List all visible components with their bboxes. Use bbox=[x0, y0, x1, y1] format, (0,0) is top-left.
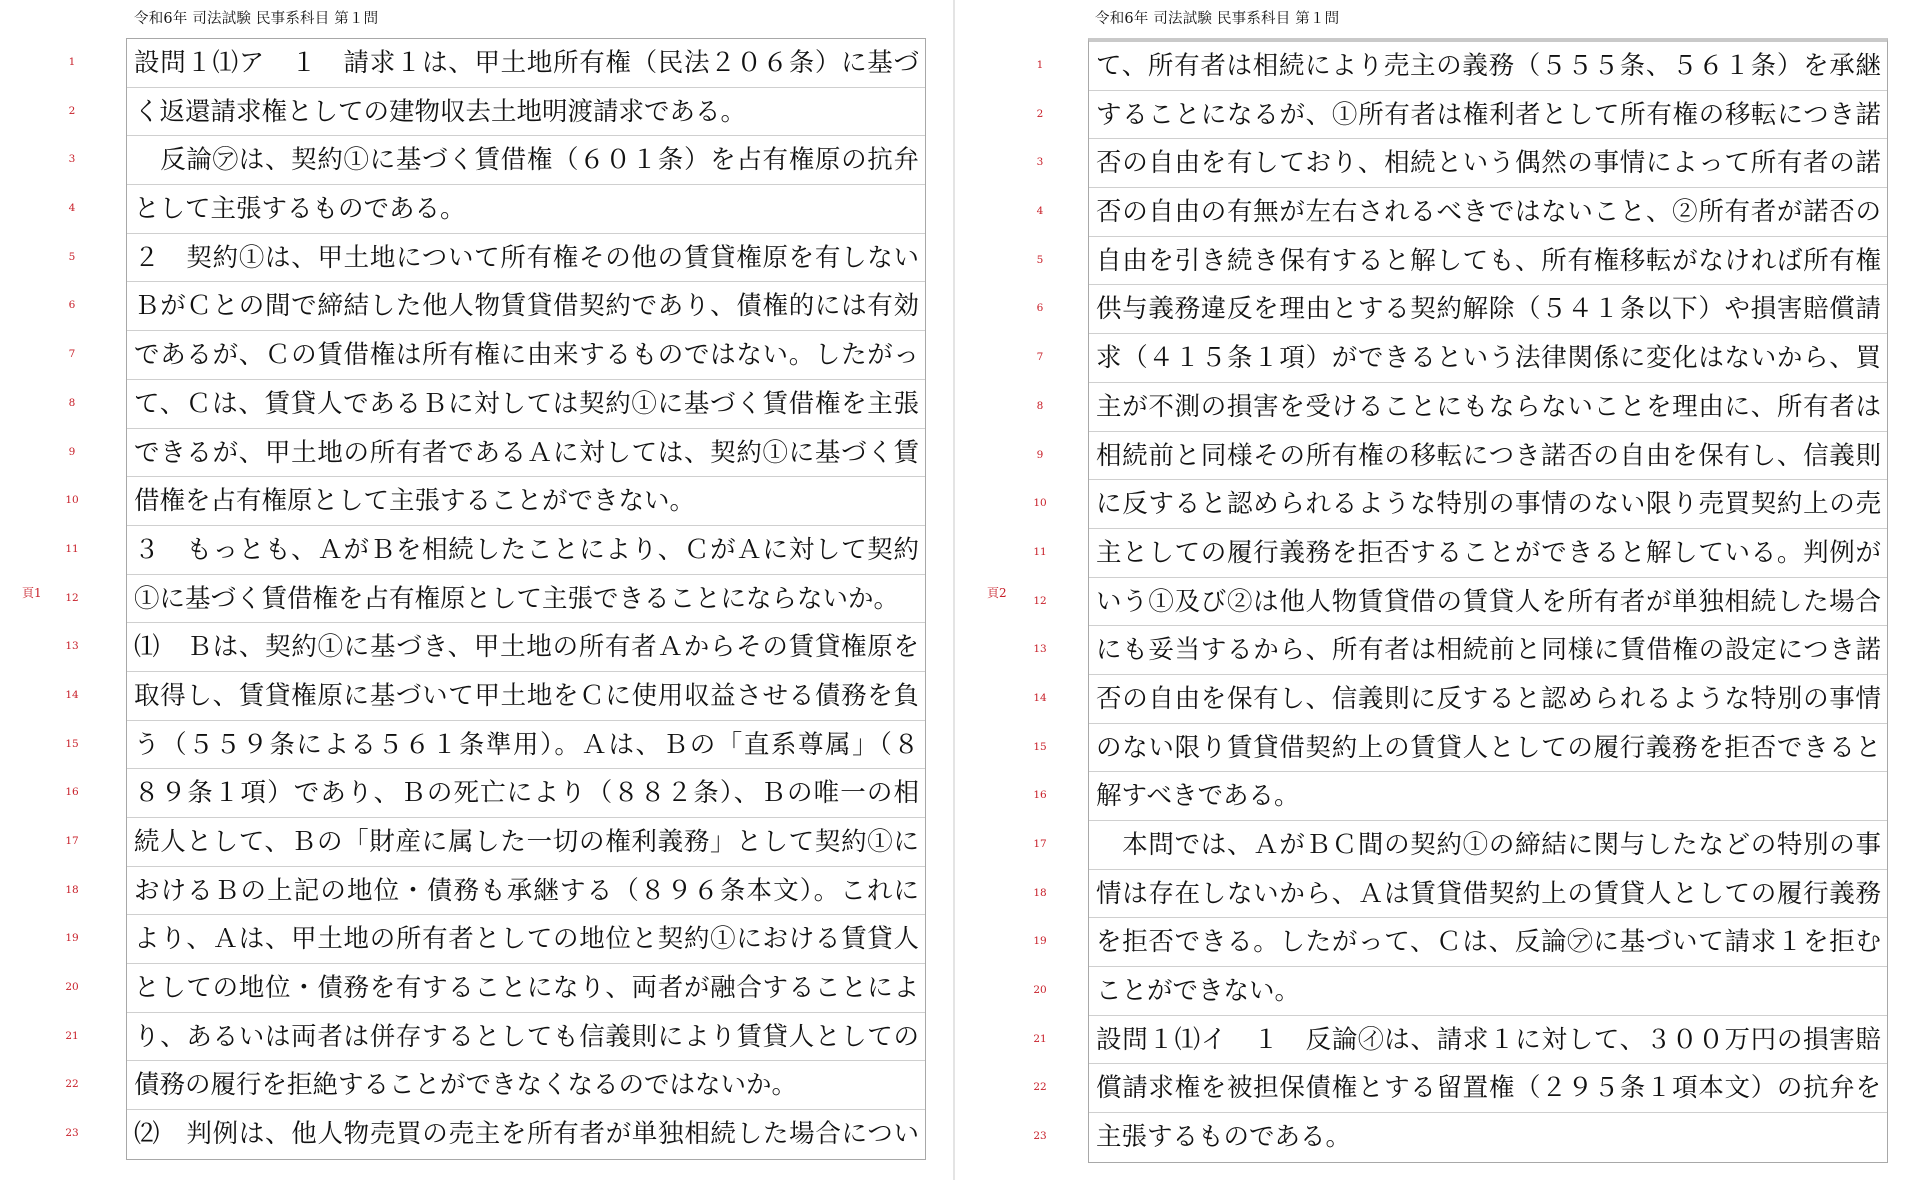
line-text: に反すると認められるような特別の事情のない限り売買契約上の売 bbox=[1096, 489, 1881, 520]
line-text: ⑵ 判例は、他人物売買の売主を所有者が単独相続した場合につい bbox=[134, 1119, 919, 1150]
line-number: 18 bbox=[65, 883, 79, 896]
line-text: 主としての履行義務を拒否することができると解している。判例が bbox=[1096, 537, 1881, 568]
line-text: であるが、Ｃの賃借権は所有権に由来するものではない。したがっ bbox=[134, 340, 919, 371]
answer-line bbox=[68, 39, 925, 88]
line-text: ①に基づく賃借権を占有権原として主張できることにならないか。 bbox=[134, 583, 900, 614]
answer-line bbox=[68, 380, 925, 429]
answer-line bbox=[68, 136, 925, 185]
line-text: することになるが、①所有者は権利者として所有権の移転につき諾 bbox=[1096, 99, 1881, 130]
answer-line-grid bbox=[65, 38, 926, 1160]
answer-line bbox=[1036, 42, 1887, 91]
line-number: 15 bbox=[65, 737, 79, 750]
line-number: 21 bbox=[65, 1029, 79, 1042]
document-header: 令和6年 司法試験 民事系科目 第１問 bbox=[134, 11, 379, 27]
answer-line bbox=[65, 867, 925, 916]
line-text: ことができない。 bbox=[1096, 976, 1301, 1007]
line-text: を拒否できる。したがって、Ｃは、反論㋐に基づいて請求１を拒む bbox=[1096, 927, 1881, 958]
line-text: 解すべきである。 bbox=[1096, 781, 1300, 812]
answer-line bbox=[1033, 1113, 1887, 1162]
line-number: 4 bbox=[68, 202, 76, 215]
line-text: 設問１⑴ア １ 請求１は、甲土地所有権（民法２０６条）に基づ bbox=[134, 48, 919, 78]
page-number-label: 頁2 bbox=[987, 586, 1007, 600]
line-text: り、あるいは両者は併存するとしても信義則により賃貸人としての bbox=[134, 1021, 919, 1052]
answer-line bbox=[1033, 772, 1887, 821]
line-text: としての地位・債務を有することになり、両者が融合することによ bbox=[134, 973, 919, 1004]
answer-line bbox=[68, 88, 925, 137]
line-number: 18 bbox=[1033, 886, 1047, 899]
line-number: 5 bbox=[68, 250, 76, 263]
answer-line bbox=[1033, 529, 1887, 578]
line-number: 7 bbox=[68, 348, 76, 361]
line-number: 22 bbox=[65, 1078, 79, 1091]
answer-line bbox=[65, 1013, 925, 1062]
line-text: 否の自由を保有し、信義則に反すると認められるような特別の事情 bbox=[1096, 683, 1881, 714]
line-number: 8 bbox=[68, 396, 76, 409]
line-text: ＢがＣとの間で締結した他人物賃貸借契約であり、債権的には有効 bbox=[134, 291, 919, 322]
line-number: 16 bbox=[65, 786, 79, 799]
line-number: 11 bbox=[65, 542, 79, 555]
line-number: 17 bbox=[1033, 838, 1047, 850]
answer-line bbox=[65, 526, 925, 575]
answer-line bbox=[1036, 334, 1887, 383]
line-text: 否の自由を有しており、相続という偶然の事情によって所有者の諾 bbox=[1096, 148, 1881, 179]
line-number: 5 bbox=[1036, 253, 1044, 266]
line-text: 反論㋐は、契約①に基づく賃借権（６０１条）を占有権原の抗弁 bbox=[134, 145, 919, 176]
line-text: として主張するものである。 bbox=[134, 194, 466, 225]
answer-line bbox=[65, 964, 925, 1013]
line-text: ８９条１項）であり、Ｂの死亡により（８８２条）、Ｂの唯一の相 bbox=[134, 778, 919, 809]
line-number: 1 bbox=[68, 56, 76, 68]
line-number: 20 bbox=[65, 981, 79, 994]
line-text: おけるＢの上記の地位・債務も承継する（８９６条本文）。これに bbox=[134, 875, 919, 906]
line-text: 主張するものである。 bbox=[1096, 1122, 1352, 1153]
answer-line bbox=[1033, 626, 1887, 675]
line-text: 借権を占有権原として主張することができない。 bbox=[134, 486, 696, 517]
line-text: できるが、甲土地の所有者であるＡに対しては、契約①に基づく賃 bbox=[134, 437, 919, 468]
line-number: 10 bbox=[65, 494, 79, 507]
answer-line bbox=[68, 282, 925, 331]
line-text: ３ もっとも、ＡがＢを相続したことにより、ＣがＡに対して契約 bbox=[134, 534, 919, 565]
answer-line bbox=[65, 1061, 925, 1110]
answer-line bbox=[65, 672, 925, 721]
line-text: 自由を引き続き保有すると解しても、所有権移転がなければ所有権 bbox=[1096, 245, 1881, 276]
line-number: 6 bbox=[68, 299, 76, 312]
line-text: にも妥当するから、所有者は相続前と同様に賃借権の設定につき諾 bbox=[1096, 635, 1881, 666]
line-number: 23 bbox=[1033, 1130, 1047, 1143]
line-text: 供与義務違反を理由とする契約解除（５４１条以下）や損害賠償請 bbox=[1096, 294, 1881, 325]
line-number: 8 bbox=[1036, 399, 1044, 412]
line-text: 続人として、Ｂの「財産に属した一切の権利義務」として契約①に bbox=[134, 827, 919, 857]
line-number: 2 bbox=[68, 104, 76, 117]
answer-line bbox=[1033, 480, 1887, 529]
line-number: 21 bbox=[1033, 1032, 1047, 1045]
answer-line bbox=[68, 429, 925, 478]
answer-line bbox=[68, 185, 925, 234]
line-text: 本問では、ＡがＢＣ間の契約①の締結に関与したなどの特別の事 bbox=[1096, 830, 1881, 860]
line-text: 取得し、賃貸権原に基づいて甲土地をＣに使用収益させる債務を負 bbox=[134, 680, 919, 711]
answer-line bbox=[1033, 821, 1887, 870]
line-number: 6 bbox=[1036, 302, 1044, 315]
line-number: 12 bbox=[65, 591, 79, 604]
line-number: 22 bbox=[1033, 1081, 1047, 1094]
line-number: 4 bbox=[1036, 205, 1044, 218]
answer-line bbox=[1033, 675, 1887, 724]
answer-line bbox=[1036, 432, 1887, 481]
line-number: 14 bbox=[65, 688, 79, 701]
line-text: ２ 契約①は、甲土地について所有権その他の賃貸権原を有しない bbox=[134, 242, 919, 273]
line-text: 償請求権を被担保債権とする留置権（２９５条１項本文）の抗弁を bbox=[1096, 1073, 1881, 1104]
line-number: 20 bbox=[1033, 984, 1047, 997]
answer-line bbox=[65, 575, 925, 624]
line-number: 9 bbox=[1036, 448, 1044, 461]
line-text: く返還請求権としての建物収去土地明渡請求である。 bbox=[134, 96, 747, 127]
answer-line bbox=[1033, 578, 1887, 627]
answer-page-2 bbox=[955, 0, 1908, 1180]
answer-line bbox=[65, 623, 925, 672]
answer-line bbox=[1036, 237, 1887, 286]
line-text: 情は存在しないから、Ａは賃貸借契約上の賃貸人としての履行義務 bbox=[1096, 878, 1881, 909]
answer-line bbox=[65, 477, 925, 526]
answer-line bbox=[65, 721, 925, 770]
line-number: 12 bbox=[1033, 594, 1047, 607]
answer-line bbox=[1036, 188, 1887, 237]
line-number: 11 bbox=[1033, 545, 1047, 558]
answer-line bbox=[1033, 1016, 1887, 1065]
answer-line bbox=[1036, 139, 1887, 188]
document-header: 令和6年 司法試験 民事系科目 第１問 bbox=[1095, 11, 1340, 27]
line-number: 7 bbox=[1036, 351, 1044, 364]
answer-line bbox=[65, 1110, 925, 1159]
line-number: 10 bbox=[1033, 497, 1047, 510]
line-number: 3 bbox=[1036, 156, 1044, 169]
line-number: 23 bbox=[65, 1127, 79, 1140]
line-number: 2 bbox=[1036, 107, 1044, 120]
answer-line bbox=[65, 818, 925, 867]
line-text: 債務の履行を拒絶することができなくなるのではないか。 bbox=[134, 1070, 798, 1101]
line-text: のない限り賃貸借契約上の賃貸人としての履行義務を拒否できると bbox=[1096, 732, 1881, 763]
line-number: 13 bbox=[65, 640, 79, 653]
line-number: 17 bbox=[65, 835, 79, 847]
line-number: 13 bbox=[1033, 643, 1047, 656]
line-text: より、Ａは、甲土地の所有者としての地位と契約①における賃貸人 bbox=[134, 924, 919, 955]
line-number: 19 bbox=[65, 932, 79, 945]
line-text: いう①及び②は他人物賃貸借の賃貸人を所有者が単独相続した場合 bbox=[1096, 586, 1881, 617]
page-number-label: 頁1 bbox=[22, 586, 42, 600]
line-text: 相続前と同様その所有権の移転につき諾否の自由を保有し、信義則 bbox=[1096, 440, 1881, 471]
line-text: ⑴ Ｂは、契約①に基づき、甲土地の所有者Ａからその賃貸権原を bbox=[134, 632, 919, 663]
answer-line-grid bbox=[1033, 38, 1888, 1163]
answer-line bbox=[1033, 1064, 1887, 1113]
line-text: て、Ｃは、賃貸人であるＢに対しては契約①に基づく賃借権を主張 bbox=[134, 388, 919, 419]
answer-page-1 bbox=[0, 0, 953, 1180]
line-number: 9 bbox=[68, 445, 76, 458]
answer-line bbox=[1036, 285, 1887, 334]
answer-line bbox=[1036, 383, 1887, 432]
line-text: 設問１⑴イ １ 反論㋑は、請求１に対して、３００万円の損害賠 bbox=[1096, 1024, 1881, 1055]
answer-line bbox=[1033, 918, 1887, 967]
line-text: 主が不測の損害を受けることにもならないことを理由に、所有者は bbox=[1096, 391, 1881, 422]
answer-line bbox=[65, 915, 925, 964]
line-number: 15 bbox=[1033, 740, 1047, 753]
answer-line bbox=[1033, 967, 1887, 1016]
line-number: 14 bbox=[1033, 691, 1047, 704]
answer-line bbox=[1033, 724, 1887, 773]
line-number: 1 bbox=[1036, 59, 1044, 71]
line-number: 3 bbox=[68, 153, 76, 166]
line-text: 求（４１５条１項）ができるという法律関係に変化はないから、買 bbox=[1096, 343, 1881, 374]
answer-line bbox=[1033, 870, 1887, 919]
answer-line bbox=[68, 331, 925, 380]
answer-line bbox=[68, 234, 925, 283]
line-text: 否の自由の有無が左右されるべきではないこと、②所有者が諾否の bbox=[1096, 197, 1881, 228]
line-text: う（５５９条による５６１条準用）。Ａは、Ｂの「直系尊属」（８ bbox=[134, 729, 919, 760]
line-number: 19 bbox=[1033, 935, 1047, 948]
answer-line bbox=[1036, 91, 1887, 140]
line-number: 16 bbox=[1033, 789, 1047, 802]
answer-line bbox=[65, 769, 925, 818]
line-text: て、所有者は相続により売主の義務（５５５条、５６１条）を承継 bbox=[1096, 51, 1881, 81]
